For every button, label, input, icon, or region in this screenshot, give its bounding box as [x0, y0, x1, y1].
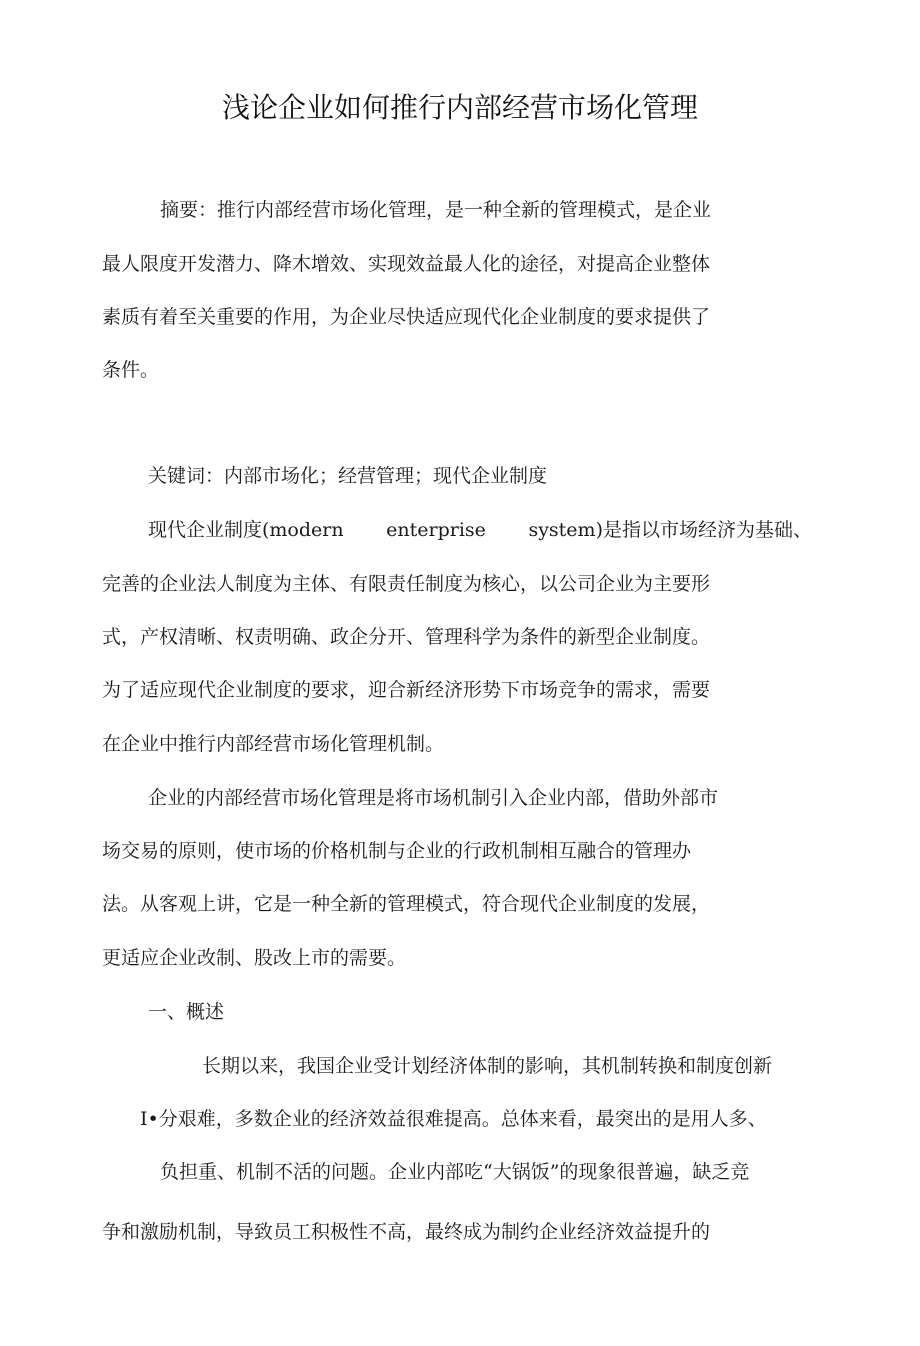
paragraph-line: 式，产权清晰、权责明确、政企分开、管理科学为条件的新型企业制度。: [102, 626, 711, 648]
text-segment: enterprise: [386, 519, 486, 541]
paragraph-line: 长期以来，我国企业受计划经济体制的影响，其机制转换和制度创新: [202, 1055, 773, 1077]
abstract-line: 最人限度开发潜力、降木增效、实现效益最人化的途径，对提高企业整体: [102, 253, 711, 275]
paragraph-line: I•分艰难，多数企业的经济效益很难提高。总体来看，最突出的是用人多、: [140, 1108, 767, 1130]
paragraph-line: 负担重、机制不活的问题。企业内部吃“大锅饭”的现象很普遍，缺乏竞: [160, 1161, 750, 1183]
abstract-line: 素质有着至关重要的作用，为企业尽快适应现代化企业制度的要求提供了: [102, 306, 711, 328]
abstract-line: 条件。: [102, 359, 160, 381]
paragraph-line: 完善的企业法人制度为主体、有限责任制度为核心，以公司企业为主要形: [102, 573, 711, 595]
paragraph-line: 争和激励机制，导致员工积极性不高，最终成为制约企业经济效益提升的: [102, 1221, 711, 1243]
paragraph-line: 场交易的原则，使市场的价格机制与企业的行政机制相互融合的管理办: [102, 840, 692, 862]
paragraph-line: [148, 516, 812, 544]
page-title: 浅论企业如何推行内部经营市场化管理: [221, 91, 698, 124]
text-segment: system)是指以市场经济为基础、: [528, 519, 812, 541]
paragraph-line: 为了适应现代企业制度的要求，迎合新经济形势下市场竞争的需求，需要: [102, 679, 711, 701]
keywords-line: 关键词：内部市场化；经营管理；现代企业制度: [148, 465, 548, 487]
abstract-line: 摘要：推行内部经营市场化管理，是一种全新的管理模式，是企业: [160, 199, 712, 221]
paragraph-line: 在企业中推行内部经营市场化管理机制。: [102, 733, 445, 755]
paragraph-line: 更适应企业改制、股改上市的需要。: [102, 947, 407, 969]
text-segment: 现代企业制度(modern: [148, 519, 344, 541]
paragraph-line: 法。从客观上讲，它是一种全新的管理模式，符合现代企业制度的发展，: [102, 893, 711, 915]
section-heading: 一、概述: [148, 1001, 225, 1023]
paragraph-line: 企业的内部经营市场化管理是将市场机制引入企业内部，借助外部市: [148, 787, 719, 809]
